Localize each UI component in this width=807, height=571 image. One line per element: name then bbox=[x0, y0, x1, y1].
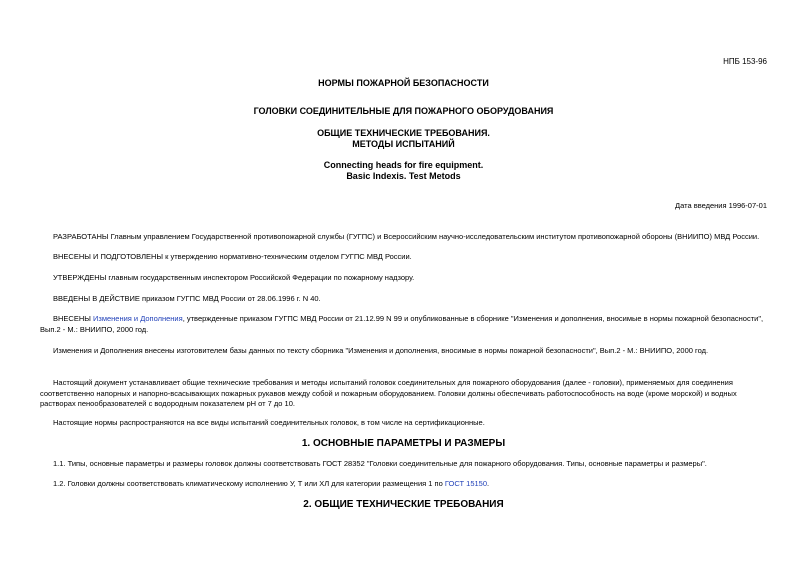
paragraph-amendments bbox=[40, 314, 768, 335]
paragraph-submitted: ВНЕСЕНЫ И ПОДГОТОВЛЕНЫ к утверждению нормативно-техническим отделом ГУГПС МВД России. bbox=[53, 252, 412, 261]
document-code: НПБ 153-96 bbox=[723, 57, 767, 66]
paragraph-1-2 bbox=[40, 479, 768, 490]
subtitle: ГОЛОВКИ СОЕДИНИТЕЛЬНЫЕ ДЛЯ ПОЖАРНОГО ОБОРУДОВАНИЯ bbox=[253, 106, 554, 116]
gost-15150-link[interactable]: ГОСТ 15150 bbox=[444, 479, 488, 488]
paragraph-scope-2: Настоящие нормы распространяются на все виды испытаний соединительных головок, в том числе на сертификационные. bbox=[53, 418, 485, 427]
paragraph-developed: РАЗРАБОТАНЫ Главным управлением Государственной противопожарной службы (ГУГПС) и Всероссийским научно-исследовательским институтом противопожарной обороны (ВНИИПО) МВД России. bbox=[53, 232, 760, 241]
section-2-heading: 2. ОБЩИЕ ТЕХНИЧЕСКИЕ ТРЕБОВАНИЯ bbox=[303, 499, 504, 510]
paragraph-1-1: 1.1. Типы, основные параметры и размеры головок должны соответствовать ГОСТ 28352 "Головки соединительные для пожарного оборудования. Типы, основные параметры и размеры". bbox=[53, 459, 707, 468]
requirements-title-line-1: ОБЩИЕ ТЕХНИЧЕСКИЕ ТРЕБОВАНИЯ. bbox=[317, 128, 490, 138]
english-title-line-1: Connecting heads for fire equipment. bbox=[323, 160, 484, 170]
requirements-title-line-2: МЕТОДЫ ИСПЫТАНИЙ bbox=[352, 139, 455, 149]
paragraph-1-2-suffix: . bbox=[487, 479, 490, 488]
paragraph-amendments-note: Изменения и Дополнения внесены изготовителем базы данных по тексту сборника "Изменения и дополнения, вносимые в нормы пожарной безопасности", Вып.2 - М.: ВНИИПО, 2000 год. bbox=[53, 346, 709, 355]
introduction-date: Дата введения 1996-07-01 bbox=[675, 201, 767, 210]
paragraph-approved: УТВЕРЖДЕНЫ главным государственным инспектором Российской Федерации по пожарному надзору. bbox=[53, 273, 415, 282]
amendments-text: , утвержденные приказом ГУГПС МВД России от 21.12.99 N 99 и опубликованные в сборнике "Изменения и дополнения, вносимые в нормы пожарной безопасности", Вып.2 - М.: ВНИИПО, 2000 год. bbox=[40, 314, 764, 334]
paragraph-1-2-text: 1.2. Головки должны соответствовать климатическому исполнению У, Т или ХЛ для категории размещения 1 по bbox=[53, 479, 445, 488]
paragraph-enacted: ВВЕДЕНЫ В ДЕЙСТВИЕ приказом ГУГПС МВД России от 28.06.1996 г. N 40. bbox=[53, 294, 321, 303]
amendments-prefix: ВНЕСЕНЫ bbox=[53, 314, 93, 323]
main-title: НОРМЫ ПОЖАРНОЙ БЕЗОПАСНОСТИ bbox=[318, 78, 489, 88]
section-1-heading: 1. ОСНОВНЫЕ ПАРАМЕТРЫ И РАЗМЕРЫ bbox=[301, 438, 506, 449]
english-title-line-2: Basic Indexis. Test Metods bbox=[346, 171, 461, 181]
paragraph-scope: Настоящий документ устанавливает общие технические требования и методы испытаний головок соединительных для пожарного оборудования (далее - головки), применяемых для соединения соответственно напорных и напорно-всасывающих пожарных рукавов между собой и пожарным оборудованием. Головки должны обеспечивать работоспособность на воде (кроме морской) и водных растворах пенообразователей с водородным показателем pH от 7 до 10. bbox=[40, 378, 737, 408]
amendments-link[interactable]: Изменения и Дополнения bbox=[92, 314, 183, 323]
